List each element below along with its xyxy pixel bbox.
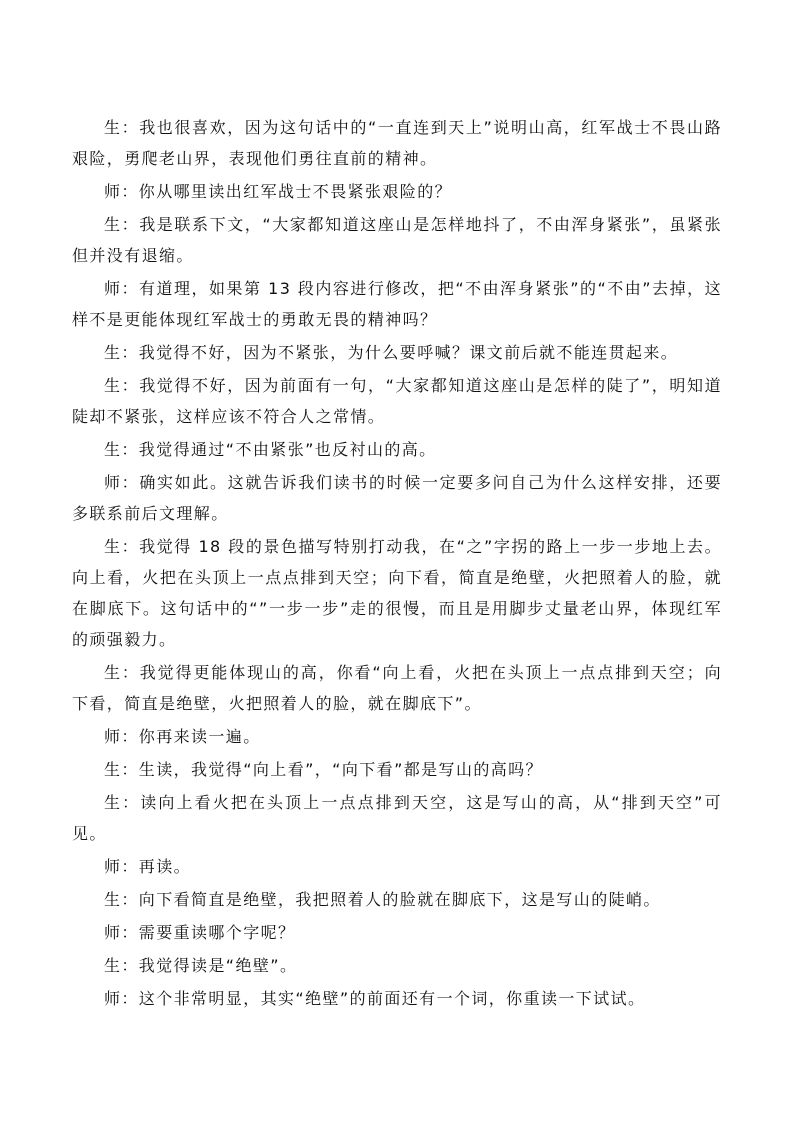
paragraph: 生：读向上看火把在头顶上一点点排到天空，这是写山的高，从“排到天空”可见。 xyxy=(72,793,722,843)
paragraph: 生：我觉得不好，因为不紧张，为什么要呼喊？课文前后就不能连贯起来。 xyxy=(104,343,679,362)
paragraph: 师：确实如此。这就告诉我们读书的时候一定要多问自己为什么这样安排，还要多联系前后文理解。 xyxy=(72,473,722,523)
document-body xyxy=(72,112,722,1016)
paragraph: 师：需要重读哪个字呢？ xyxy=(104,923,296,942)
paragraph: 师：你从哪里读出红军战士不畏紧张艰险的？ xyxy=(104,182,453,201)
paragraph: 生：向下看简直是绝壁，我把照着人的脸就在脚底下，这是写山的陡峭。 xyxy=(104,890,661,909)
paragraph: 生：我觉得读是“绝壁”。 xyxy=(104,956,298,975)
paragraph: 师：这个非常明显，其实“绝壁”的前面还有一个词，你重读一下试试。 xyxy=(104,989,646,1008)
paragraph: 师：再读。 xyxy=(104,857,192,876)
paragraph: 生：我觉得不好，因为前面有一句，“大家都知道这座山是怎样的陡了”，明知道陡却不紧张，这样应该不符合人之常情。 xyxy=(72,376,722,426)
paragraph: 生：我觉得通过“不由紧张”也反衬山的高。 xyxy=(104,440,437,459)
paragraph: 师：有道理，如果第 13 段内容进行修改，把“不由浑身紧张”的“不由”去掉，这样不是更能体现红军战士的勇敢无畏的精神吗？ xyxy=(72,279,722,329)
paragraph: 生：我也很喜欢，因为这句话中的“一直连到天上”说明山高，红军战士不畏山路艰险，勇爬老山界，表现他们勇往直前的精神。 xyxy=(72,118,722,168)
paragraph: 生：我是联系下文，“大家都知道这座山是怎样地抖了，不由浑身紧张”，虽紧张但并没有退缩。 xyxy=(72,215,722,265)
paragraph: 生：我觉得 18 段的景色描写特别打动我，在“之”字拐的路上一步一步地上去。向上看，火把在头顶上一点点排到天空；向下看，简直是绝壁，火把照着人的脸，就在脚底下。这句话中的“”一步一步”走的很慢，而且是用脚步丈量老山界，体现红军的顽强毅力。 xyxy=(72,537,722,649)
paragraph: 生：生读，我觉得“向上看”，“向下看”都是写山的高吗？ xyxy=(104,760,543,779)
paragraph: 师：你再来读一遍。 xyxy=(104,727,261,746)
paragraph: 生：我觉得更能体现山的高，你看“向上看，火把在头顶上一点点排到天空；向下看，简直是绝壁，火把照着人的脸，就在脚底下”。 xyxy=(72,663,722,713)
